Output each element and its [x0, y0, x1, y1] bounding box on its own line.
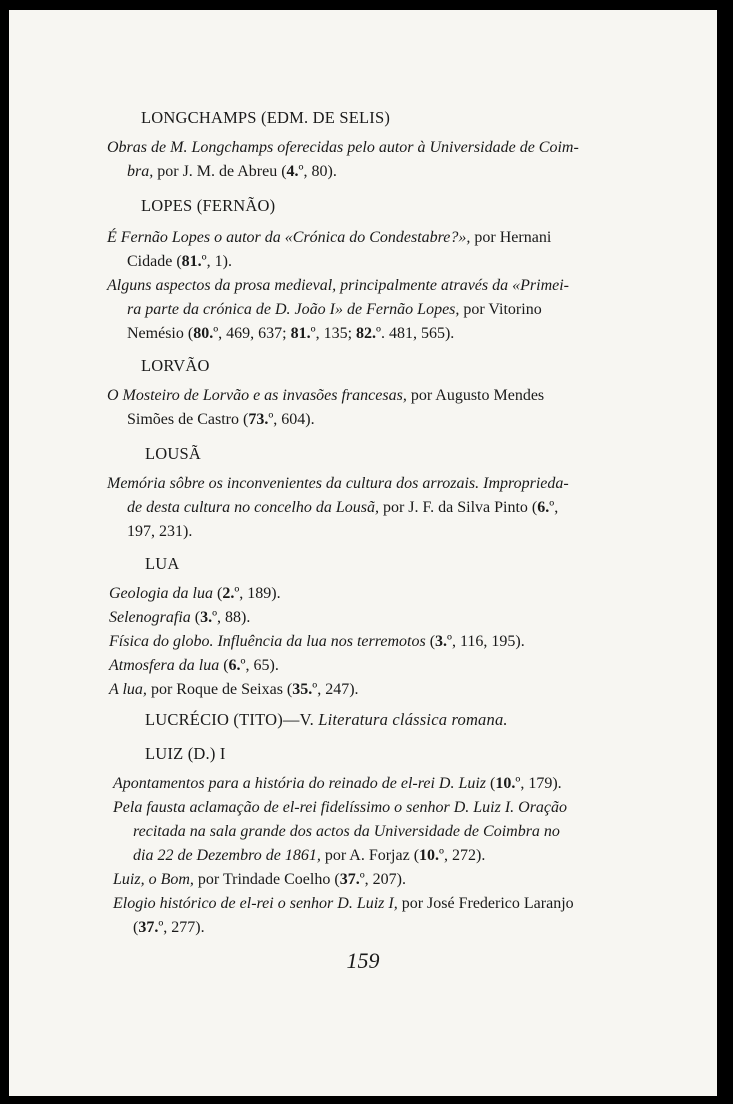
heading-lucrecio [145, 710, 508, 730]
entry-author: por J. M. de Abreu ( [153, 163, 287, 180]
entry-author: por Augusto Mendes [406, 387, 545, 404]
entry-pages: º, 80). [298, 163, 337, 180]
entry-line [109, 680, 359, 700]
volume-number: 35. [292, 681, 313, 698]
entry-title: recitada na sala grande dos actos da Universidade de Coimbra no [133, 823, 560, 840]
heading-luiz [145, 744, 226, 764]
entry-line [113, 894, 574, 914]
heading-text: LOPES (FERNÃO) [141, 196, 276, 215]
entry-title: Luiz, o Bom, [113, 871, 194, 888]
volume-number: 3. [200, 609, 213, 626]
entry-line [127, 522, 192, 542]
entry-pages: º, 207). [359, 871, 406, 888]
entry-author: ( [213, 585, 223, 602]
entry-line [107, 276, 569, 296]
volume-number: 80. [193, 325, 214, 342]
entry-title: Pela fausta aclamação de el-rei fidelíssimo o senhor D. Luiz I. Oração [113, 799, 568, 816]
entry-author: por J. F. da Silva Pinto ( [378, 499, 538, 516]
heading-text: LUIZ (D.) I [145, 744, 226, 763]
heading-text: LONGCHAMPS (EDM. DE SELIS) [141, 108, 391, 127]
entry-pages: º, 179). [515, 775, 562, 792]
entry-author: ( [219, 657, 229, 674]
entry-line [109, 656, 279, 676]
heading-text: LUA [145, 554, 180, 573]
entry-title: bra, [127, 163, 154, 180]
entry-pages: º, 1). [201, 253, 232, 270]
entry-line [133, 846, 485, 866]
heading-text: LUCRÉCIO (TITO)—V. [145, 710, 319, 729]
entry-author: ( [190, 609, 201, 626]
cross-reference: Literatura clássica romana. [318, 710, 508, 729]
entry-author: ( [425, 633, 436, 650]
entry-title: Memória sôbre os inconvenientes da cultura dos arrozais. Improprieda- [107, 475, 569, 492]
entry-author: Cidade ( [127, 253, 182, 270]
entry-title: Geologia da lua [109, 585, 213, 602]
entry-author: ( [133, 919, 139, 936]
volume-number: 81. [181, 253, 202, 270]
page [9, 10, 717, 1096]
volume-number: 37. [339, 871, 360, 888]
volume-number: 81. [290, 325, 311, 342]
volume-number: 4. [286, 163, 299, 180]
entry-title: Física do globo. Influência da lua nos terremotos [109, 633, 426, 650]
entry-pages: º, 277). [158, 919, 205, 936]
heading-text: LORVÃO [141, 356, 210, 375]
heading-lorvao [141, 356, 210, 376]
volume-number: 2. [222, 585, 235, 602]
entry-pages: º. 481, 565). [376, 325, 455, 342]
entry-author: Simões de Castro ( [127, 411, 249, 428]
volume-number: 37. [138, 919, 159, 936]
entry-line [107, 386, 544, 406]
entry-pages: º, [549, 499, 559, 516]
entry-pages: º, 272). [439, 847, 486, 864]
entry-title: Selenografia [109, 609, 191, 626]
entry-author: Nemésio ( [127, 325, 194, 342]
entry-title: dia 22 de Dezembro de 1861, [133, 847, 321, 864]
entry-title: Apontamentos para a história do reinado de el-rei D. Luiz [113, 775, 487, 792]
entry-line [133, 918, 205, 938]
entry-author: por Trindade Coelho ( [193, 871, 340, 888]
entry-title: Atmosfera da lua [109, 657, 220, 674]
entry-title: de desta cultura no concelho da Lousã, [127, 499, 379, 516]
volume-number: 73. [248, 411, 269, 428]
volume-number: 82. [356, 325, 377, 342]
volume-number: 10. [495, 775, 516, 792]
entry-line [109, 584, 281, 604]
entry-line [113, 870, 406, 890]
entry-author: por A. Forjaz ( [320, 847, 420, 864]
heading-lopes [141, 196, 275, 216]
entry-line [107, 474, 569, 494]
entry-title: O Mosteiro de Lorvão e as invasões francesas, [107, 387, 407, 404]
entry-author: por Roque de Seixas ( [146, 681, 293, 698]
entry-line [107, 138, 579, 158]
entry-pages: º, 88). [212, 609, 251, 626]
entry-author: por Vitorino [459, 301, 542, 318]
volume-number: 6. [228, 657, 241, 674]
volume-number: 10. [419, 847, 440, 864]
entry-line [127, 252, 232, 272]
entry-pages: º, 135; [310, 325, 357, 342]
entry-title: Alguns aspectos da prosa medieval, principalmente através da «Primei- [107, 277, 569, 294]
entry-pages: º, 65). [240, 657, 279, 674]
heading-lousa [145, 444, 201, 464]
entry-author: por José Frederico Laranjo [397, 895, 574, 912]
entry-line [113, 774, 562, 794]
entry-title: É Fernão Lopes o autor da «Crónica do Condestabre?», [107, 229, 471, 246]
entry-pages: º, 604). [268, 411, 315, 428]
entry-title: Elogio histórico de el-rei o senhor D. Luiz I, [113, 895, 398, 912]
entry-line [107, 228, 551, 248]
entry-pages: º, 189). [234, 585, 281, 602]
entry-line [109, 632, 525, 652]
page-number: 159 [346, 948, 380, 973]
entry-pages: º, 247). [312, 681, 359, 698]
heading-text: LOUSÃ [145, 444, 202, 463]
entry-title: ra parte da crónica de D. João I» de Fernão Lopes, [127, 301, 460, 318]
entry-author: por Hernani [470, 229, 552, 246]
volume-number: 6. [537, 499, 550, 516]
entry-line [127, 498, 558, 518]
entry-line [113, 798, 567, 818]
entry-line [127, 410, 315, 430]
entry-title: Obras de M. Longchamps oferecidas pelo autor à Universidade de Coim- [107, 139, 579, 156]
entry-title: A lua, [109, 681, 147, 698]
entry-line [127, 162, 337, 182]
volume-number: 3. [435, 633, 448, 650]
heading-lua [145, 554, 180, 574]
entry-pages: º, 116, 195). [447, 633, 525, 650]
entry-line [109, 608, 250, 628]
entry-pages: 197, 231). [127, 523, 193, 540]
heading-longchamps [141, 108, 390, 128]
entry-line [133, 822, 560, 842]
entry-author: ( [486, 775, 496, 792]
entry-line [127, 300, 542, 320]
entry-line [127, 324, 454, 344]
entry-pages: º, 469, 637; [213, 325, 291, 342]
